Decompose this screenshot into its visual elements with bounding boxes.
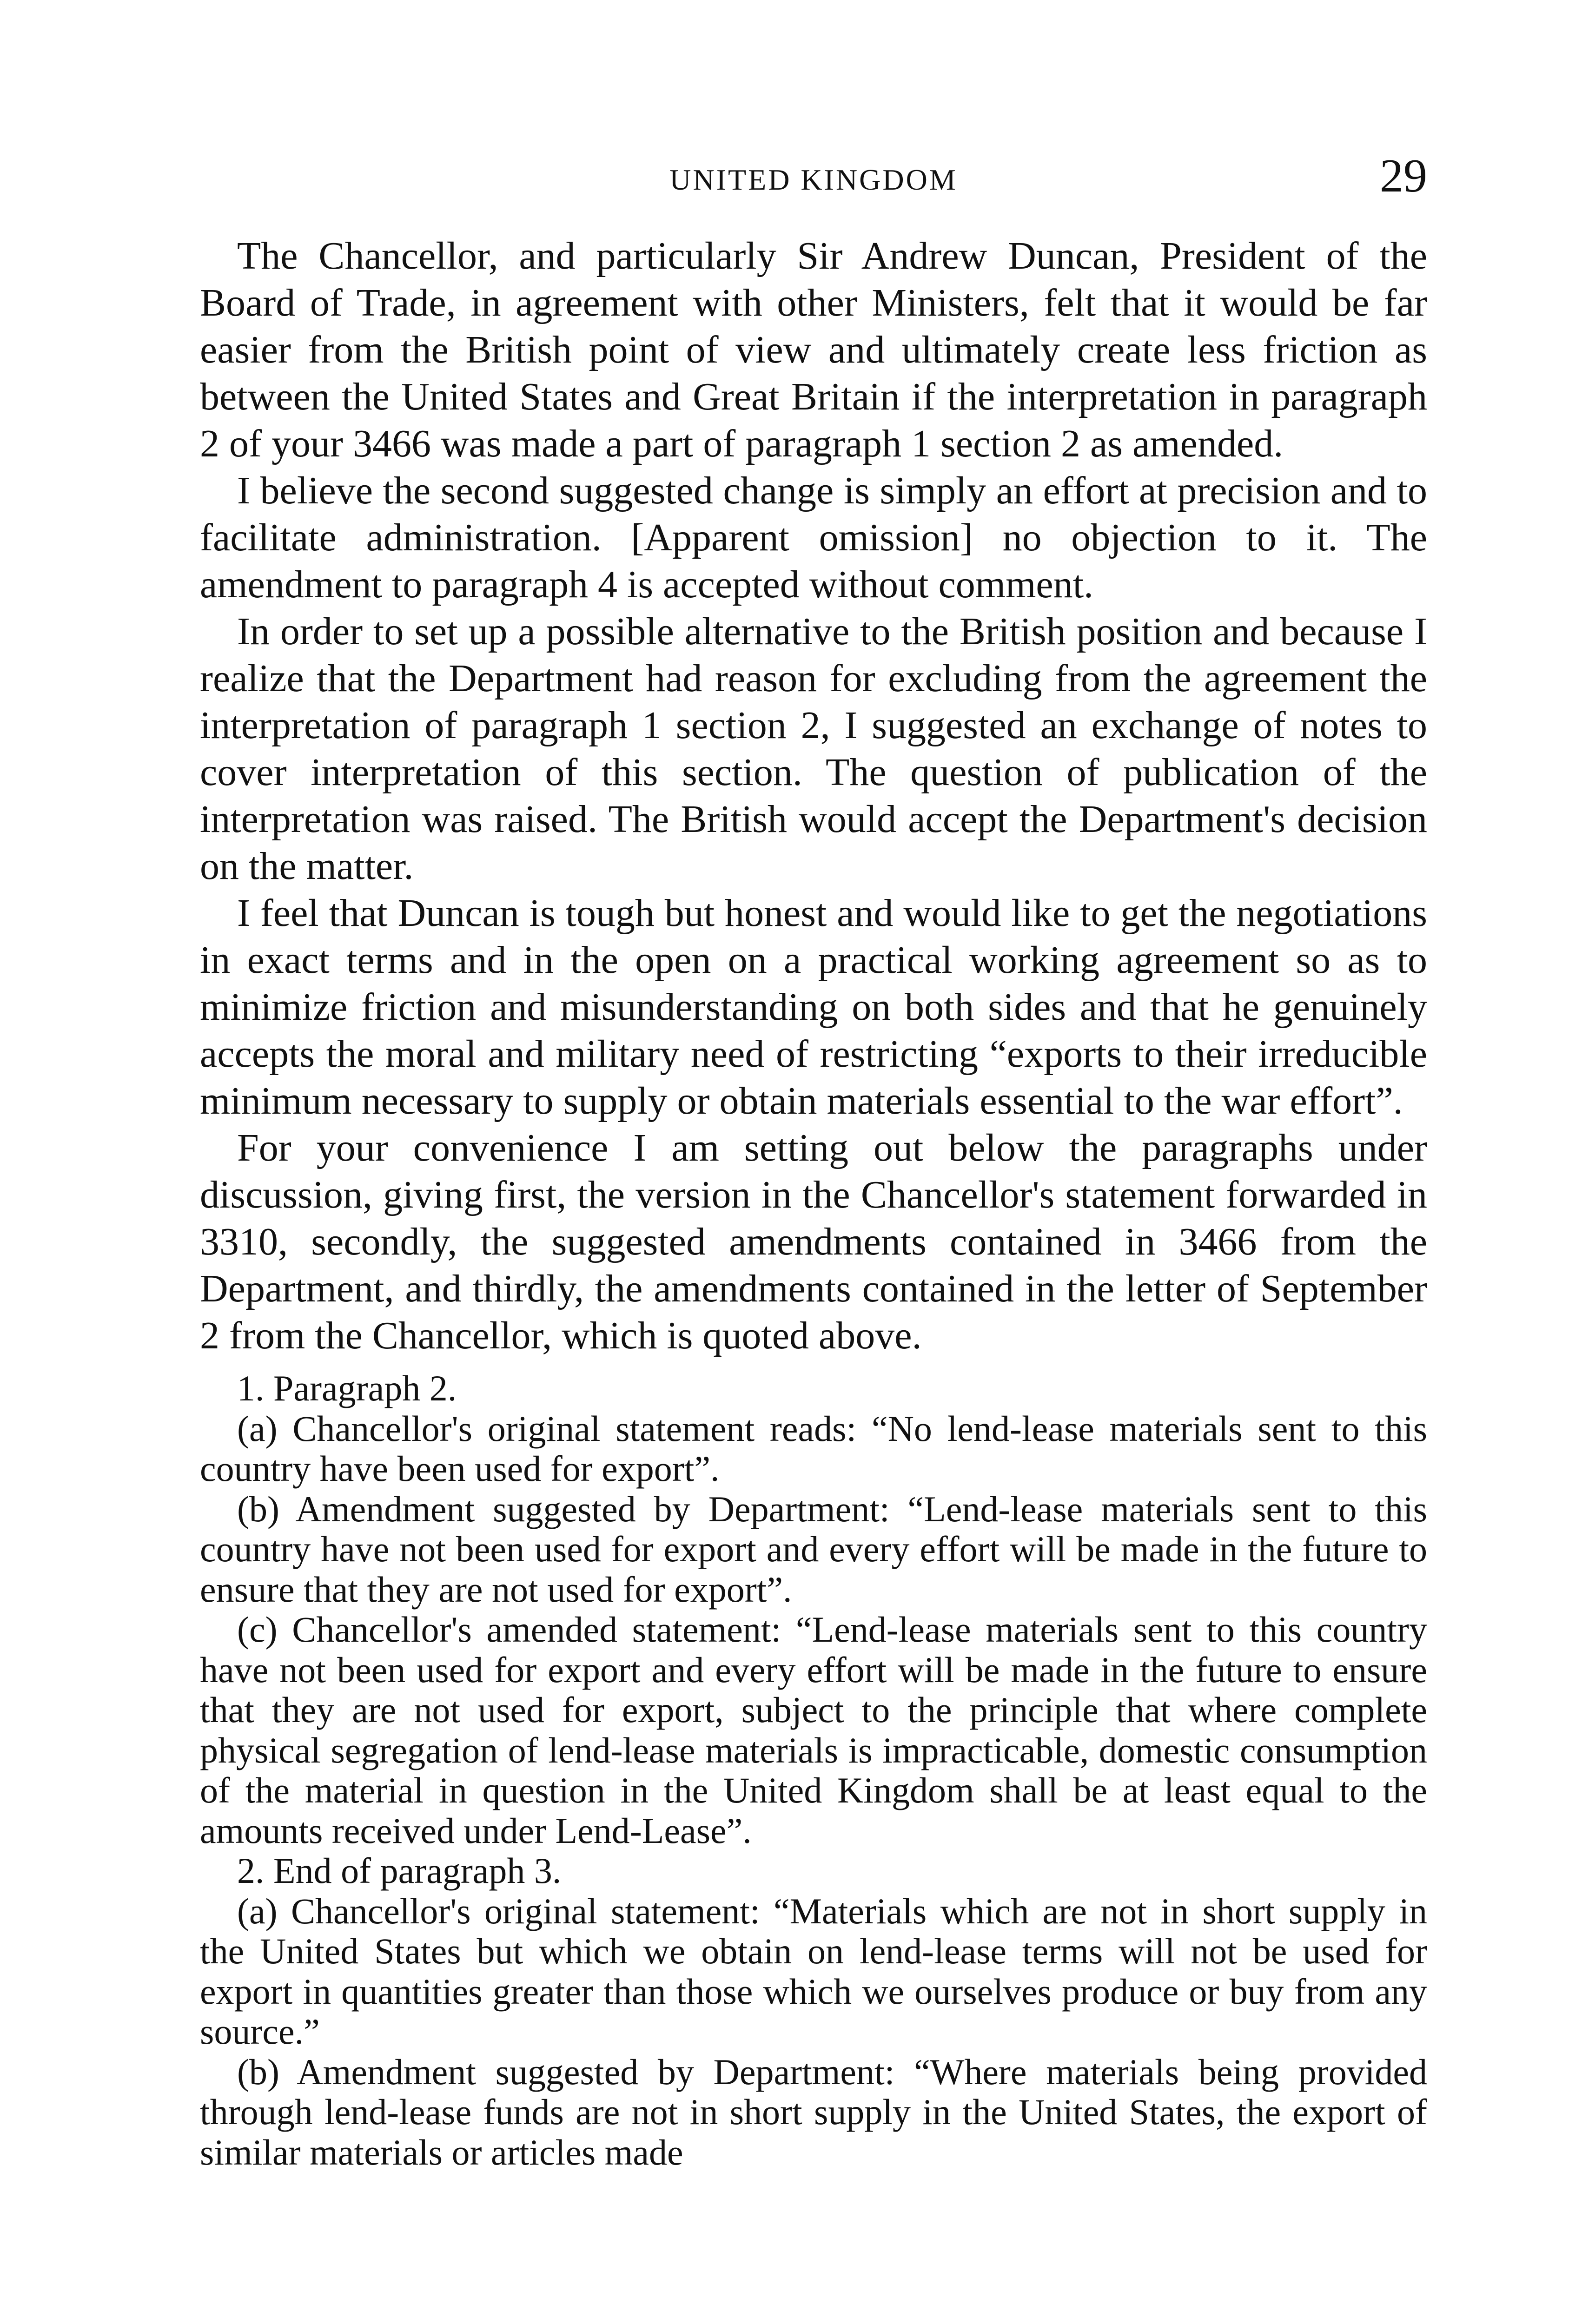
page-number: 29 (1380, 150, 1427, 202)
page-header (200, 149, 1427, 205)
list-item: (b) Amendment suggested by Department: “Lend-lease materials sent to this country have not been used for export and every effort will be made in the future to ensure that they are not used for export”. (200, 1488, 1427, 1610)
list-item: (b) Amendment suggested by Department: “Where materials being provided through lend-lease funds are not in short supply in the United States, the export of similar materials or articles made (200, 2051, 1427, 2172)
list-heading: 1. Paragraph 2. (237, 1368, 457, 1408)
list-item: (c) Chancellor's amended statement: “Lend-lease materials sent to this country have not been used for export and every effort will be made in the future to ensure that they are not used for export, subject to the principle that where complete physical segregation of lend-lease materials is impracticable, domestic consumption of the material in question in the United Kingdom shall be at least equal to the amounts received under Lend-Lease”. (200, 1609, 1427, 1851)
paragraph: I believe the second suggested change is simply an effort at precision and to facilitate administration. [Apparent omission] no objection to it. The amendment to paragraph 4 is accepted without comment. (200, 469, 1427, 606)
list-item: (a) Chancellor's original statement: “Materials which are not in short supply in the United States but which we obtain on lend-lease terms will not be used for export in quantities greater than those which we ourselves produce or buy from any source.” (200, 1890, 1427, 2052)
paragraph: For your convenience I am setting out below the paragraphs under discussion, giving first, the version in the Chancellor's statement forwarded in 3310, secondly, the suggested amendments contained in 3466 from the Department, and thirdly, the amendments contained in the letter of September 2 from the Chancellor, which is quoted above. (200, 1126, 1427, 1357)
list-heading: 2. End of paragraph 3. (237, 1850, 562, 1891)
running-title: UNITED KINGDOM (669, 163, 958, 196)
list-item: (a) Chancellor's original statement reads: “No lend-lease materials sent to this country have been used for export”. (200, 1408, 1427, 1489)
body-text (200, 232, 1427, 2172)
paragraph: I feel that Duncan is tough but honest and would like to get the negotiations in exact terms and in the open on a practical working agreement so as to minimize friction and misunderstanding on both sides and that he genuinely accepts the moral and military need of restricting “exports to their irreducible minimum necessary to supply or obtain materials essential to the war effort”. (200, 891, 1427, 1122)
paragraph: In order to set up a possible alternative to the British position and because I realize that the Department had reason for excluding from the agreement the interpretation of paragraph 1 section 2, I suggested an exchange of notes to cover interpretation of this section. The question of publication of the interpretation was raised. The British would accept the Department's decision on the matter. (200, 610, 1427, 888)
paragraph: The Chancellor, and particularly Sir Andrew Duncan, President of the Board of Trade, in agreement with other Ministers, felt that it would be far easier from the British point of view and ultimately create less friction as between the United States and Great Britain if the interpretation in paragraph 2 of your 3466 was made a part of paragraph 1 section 2 as amended. (200, 234, 1427, 465)
